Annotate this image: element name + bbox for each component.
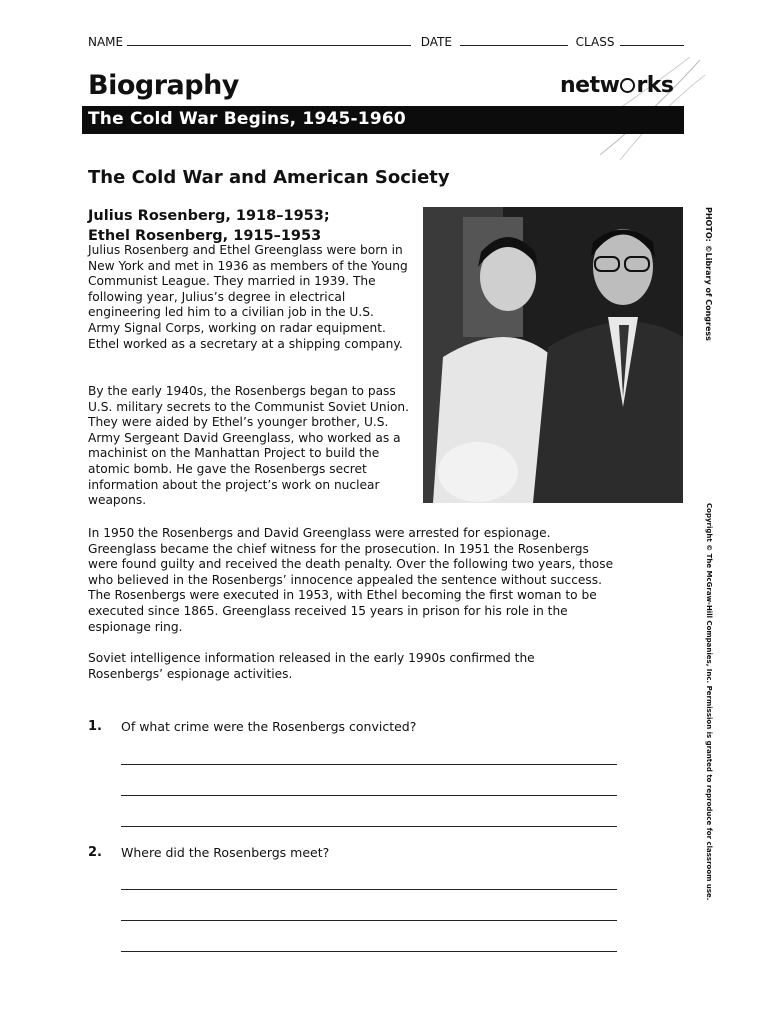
class-field[interactable] (620, 34, 684, 46)
question-2-number: 2. (88, 845, 102, 860)
date-field[interactable] (460, 34, 568, 46)
question-1-answer-line-1[interactable] (121, 764, 617, 765)
paragraph-early-life: Julius Rosenberg and Ethel Greenglass were born in New York and met in 1936 as members of the Young Communist League. They married in 1939. The following year, Julius’s degree in electrical engineering led him to a civilian job in the U.S. Army Signal Corps, working on radar equipment. Ethel worked as a secretary at a shipping company. (88, 243, 408, 351)
subject-line-1: Julius Rosenberg, 1918–1953; (88, 208, 330, 224)
networks-logo (560, 73, 674, 98)
subject-heading (88, 206, 330, 246)
name-label: NAME (88, 35, 124, 49)
question-1-answer-line-3[interactable] (121, 826, 617, 827)
question-1-answer-line-2[interactable] (121, 795, 617, 796)
copyright-notice: Copyright © The McGraw-Hill Companies, Inc. Permission is granted to reproduce for classroom use. (705, 503, 713, 901)
logo-text-start: netw (560, 73, 620, 98)
logo-text-end: rks (636, 73, 674, 98)
question-2-answer-line-2[interactable] (121, 920, 617, 921)
date-label: DATE (420, 35, 452, 49)
paragraph-confirmation: Soviet intelligence information released in the early 1990s confirmed the Rosenbergs’ espionage activities. (88, 651, 535, 681)
header-row (88, 34, 684, 49)
question-2-answer-line-1[interactable] (121, 889, 617, 890)
question-2-answer-line-3[interactable] (121, 951, 617, 952)
photo-credit: PHOTO: ©Library of Congress (704, 207, 713, 341)
paragraph-espionage: By the early 1940s, the Rosenbergs began to pass U.S. military secrets to the Communist Soviet Union. They were aided by Ethel’s younger brother, U.S. Army Sergeant David Greenglass, who worked as a machinist on the Manhattan Project to build the atomic bomb. He gave the Rosenbergs secret information about the project’s work on nuclear weapons. (88, 384, 410, 508)
chapter-title: The Cold War Begins, 1945-1960 (88, 109, 406, 129)
subject-line-2: Ethel Rosenberg, 1915–1953 (88, 228, 322, 244)
question-1-number: 1. (88, 719, 102, 734)
paragraph-arrest-trial: In 1950 the Rosenbergs and David Greenglass were arrested for espionage. Greenglass became the chief witness for the prosecution. In 1951 the Rosenbergs were found guilty and received the death penalty. Over the following two years, those who believed in the Rosenbergs’ innocence appealed the sentence without success. The Rosenbergs were executed in 1953, with Ethel becoming the first woman to be executed since 1865. Greenglass received 15 years in prison for his role in the espionage ring. (88, 526, 614, 634)
question-1-text: Of what crime were the Rosenbergs convicted? (121, 719, 417, 734)
name-field[interactable] (127, 34, 411, 46)
question-2-text: Where did the Rosenbergs meet? (121, 845, 330, 860)
section-title: The Cold War and American Society (88, 167, 450, 188)
class-label: CLASS (575, 35, 615, 49)
rosenbergs-photo (423, 207, 683, 503)
page-title: Biography (88, 70, 239, 101)
logo-o-icon (620, 78, 635, 93)
